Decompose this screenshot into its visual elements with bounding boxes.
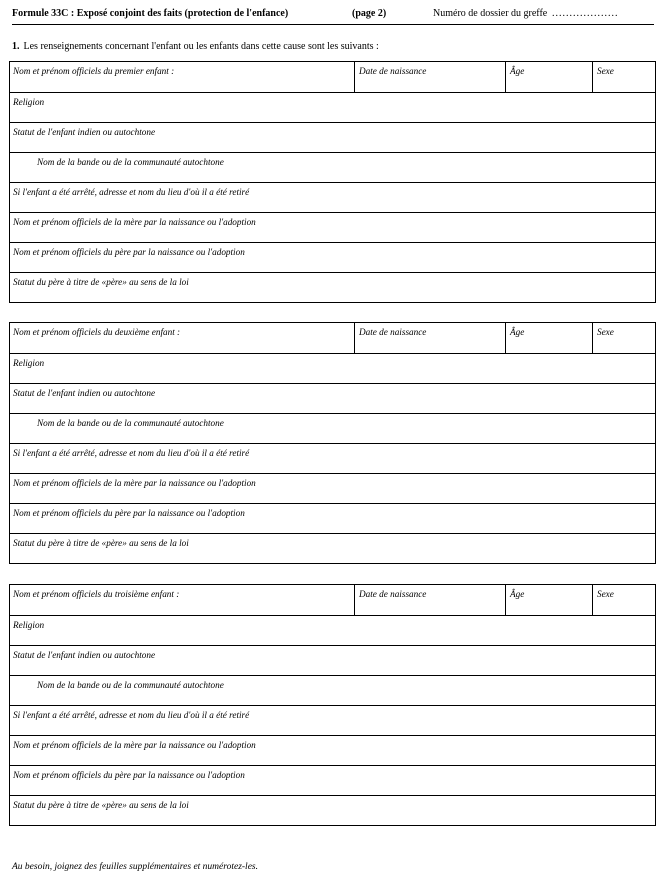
religion-field[interactable]	[10, 615, 655, 645]
age-label: Âge	[510, 589, 525, 599]
child-identity-row	[10, 323, 655, 353]
indian-status-field[interactable]	[10, 383, 655, 413]
sex-field[interactable]	[592, 62, 655, 92]
band-name-field[interactable]	[10, 152, 655, 182]
apprehension-place-field[interactable]	[10, 182, 655, 212]
section-1-intro	[12, 41, 379, 52]
page-number: (page 2)	[352, 8, 387, 19]
religion-field[interactable]	[10, 353, 655, 383]
apprehension-place-label: Si l'enfant a été arrêté, adresse et nom du lieu d'où il a été retiré	[13, 187, 250, 197]
child-name-label: Nom et prénom officiels du premier enfant :	[13, 66, 175, 76]
band-name-field[interactable]	[10, 675, 655, 705]
apprehension-place-label: Si l'enfant a été arrêté, adresse et nom du lieu d'où il a été retiré	[13, 710, 250, 720]
mother-name-field[interactable]	[10, 735, 655, 765]
father-name-label: Nom et prénom officiels du père par la naissance ou l'adoption	[13, 508, 245, 518]
father-name-label: Nom et prénom officiels du père par la naissance ou l'adoption	[13, 247, 245, 257]
father-name-field[interactable]	[10, 242, 655, 272]
mother-name-label: Nom et prénom officiels de la mère par la naissance ou l'adoption	[13, 478, 256, 488]
form-header	[12, 4, 654, 25]
age-label: Âge	[510, 66, 525, 76]
band-name-label: Nom de la bande ou de la communauté autochtone	[37, 418, 224, 428]
child-name-label: Nom et prénom officiels du troisième enfant :	[13, 589, 180, 599]
child-name-label: Nom et prénom officiels du deuxième enfant :	[13, 327, 181, 337]
indian-status-field[interactable]	[10, 122, 655, 152]
child-table-2	[9, 322, 656, 564]
form-title: Formule 33C : Exposé conjoint des faits (protection de l'enfance)	[12, 8, 289, 19]
sex-label: Sexe	[597, 327, 614, 337]
child-identity-row	[10, 62, 655, 92]
court-file-number-label: Numéro de dossier du greffe	[433, 8, 548, 19]
mother-name-label: Nom et prénom officiels de la mère par la naissance ou l'adoption	[13, 740, 256, 750]
birth-date-label: Date de naissance	[359, 327, 427, 337]
birth-date-field[interactable]	[354, 585, 506, 615]
indian-status-label: Statut de l'enfant indien ou autochtone	[13, 388, 156, 398]
indian-status-field[interactable]	[10, 645, 655, 675]
child-table-1	[9, 61, 656, 303]
child-name-field[interactable]	[10, 323, 354, 353]
sex-field[interactable]	[592, 585, 655, 615]
section-intro-text: Les renseignements concernant l'enfant ou les enfants dans cette cause sont les suivants :	[23, 41, 379, 52]
child-name-field[interactable]	[10, 62, 354, 92]
father-status-label: Statut du père à titre de «père» au sens de la loi	[13, 538, 189, 548]
age-label: Âge	[510, 327, 525, 337]
apprehension-place-field[interactable]	[10, 705, 655, 735]
birth-date-label: Date de naissance	[359, 589, 427, 599]
court-file-number-field[interactable]: ...................	[552, 8, 619, 19]
father-status-field[interactable]	[10, 795, 655, 825]
age-field[interactable]	[505, 585, 593, 615]
sex-label: Sexe	[597, 66, 614, 76]
mother-name-label: Nom et prénom officiels de la mère par la naissance ou l'adoption	[13, 217, 256, 227]
section-number: 1.	[12, 41, 20, 52]
birth-date-field[interactable]	[354, 323, 506, 353]
father-status-label: Statut du père à titre de «père» au sens de la loi	[13, 800, 189, 810]
father-status-label: Statut du père à titre de «père» au sens de la loi	[13, 277, 189, 287]
indian-status-label: Statut de l'enfant indien ou autochtone	[13, 127, 156, 137]
father-name-label: Nom et prénom officiels du père par la naissance ou l'adoption	[13, 770, 245, 780]
religion-field[interactable]	[10, 92, 655, 122]
child-identity-row	[10, 585, 655, 615]
father-status-field[interactable]	[10, 272, 655, 302]
sex-field[interactable]	[592, 323, 655, 353]
child-name-field[interactable]	[10, 585, 354, 615]
religion-label: Religion	[13, 97, 45, 107]
band-name-label: Nom de la bande ou de la communauté autochtone	[37, 680, 224, 690]
age-field[interactable]	[505, 323, 593, 353]
religion-label: Religion	[13, 620, 45, 630]
religion-label: Religion	[13, 358, 45, 368]
father-status-field[interactable]	[10, 533, 655, 563]
indian-status-label: Statut de l'enfant indien ou autochtone	[13, 650, 156, 660]
band-name-label: Nom de la bande ou de la communauté autochtone	[37, 157, 224, 167]
sex-label: Sexe	[597, 589, 614, 599]
band-name-field[interactable]	[10, 413, 655, 443]
father-name-field[interactable]	[10, 503, 655, 533]
additional-pages-note: Au besoin, joignez des feuilles supplémentaires et numérotez-les.	[12, 862, 258, 872]
mother-name-field[interactable]	[10, 212, 655, 242]
child-table-3	[9, 584, 656, 826]
apprehension-place-label: Si l'enfant a été arrêté, adresse et nom du lieu d'où il a été retiré	[13, 448, 250, 458]
mother-name-field[interactable]	[10, 473, 655, 503]
age-field[interactable]	[505, 62, 593, 92]
birth-date-label: Date de naissance	[359, 66, 427, 76]
father-name-field[interactable]	[10, 765, 655, 795]
apprehension-place-field[interactable]	[10, 443, 655, 473]
birth-date-field[interactable]	[354, 62, 506, 92]
